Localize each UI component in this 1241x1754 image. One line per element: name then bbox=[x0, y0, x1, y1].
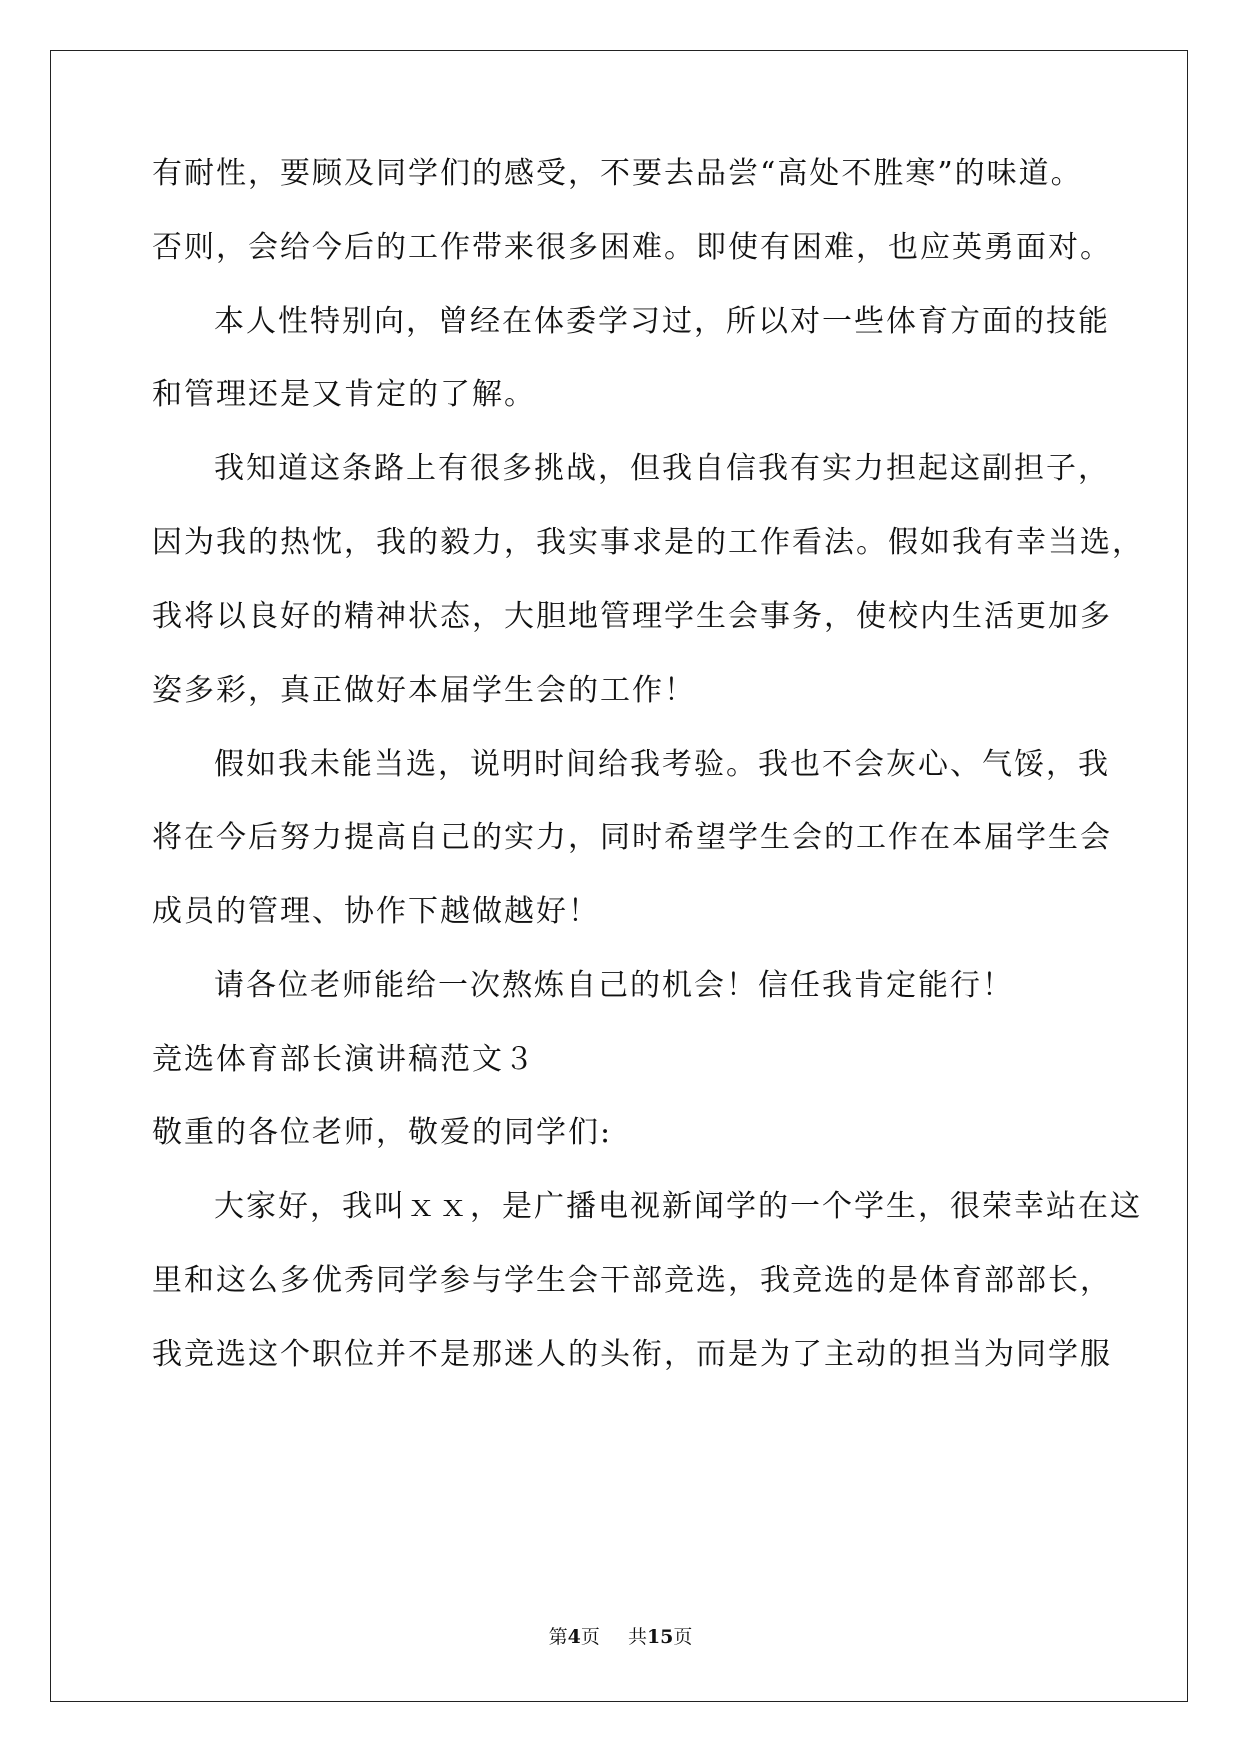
page-number-current: 4 bbox=[567, 1626, 581, 1648]
text-line: 成员的管理、协作下越做越好！ bbox=[152, 894, 600, 929]
page-number-total: 15 bbox=[646, 1626, 674, 1648]
total-prefix: 共 bbox=[627, 1626, 647, 1648]
text-line: 姿多彩，真正做好本届学生会的工作！ bbox=[152, 673, 696, 708]
text-line: 将在今后努力提高自己的实力，同时希望学生会的工作在本届学生会 bbox=[152, 820, 1112, 855]
paragraph-start-line: 大家好，我叫ｘｘ，是广播电视新闻学的一个学生，很荣幸站在这 bbox=[214, 1189, 1142, 1224]
paragraph-start-line: 假如我未能当选，说明时间给我考验。我也不会灰心、气馁，我 bbox=[214, 747, 1110, 782]
page-border bbox=[50, 50, 1188, 1702]
text-line: 因为我的热忱，我的毅力，我实事求是的工作看法。假如我有幸当选， bbox=[152, 525, 1144, 560]
paragraph-start-line: 请各位老师能给一次熬炼自己的机会！信任我肯定能行！ bbox=[214, 968, 1014, 1003]
text-line: 有耐性，要顾及同学们的感受，不要去品尝“高处不胜寒”的味道。 bbox=[152, 156, 1083, 191]
paragraph-start-line: 我知道这条路上有很多挑战，但我自信我有实力担起这副担子， bbox=[214, 451, 1110, 486]
page-footer bbox=[0, 1625, 1241, 1649]
text-line: 我竞选这个职位并不是那迷人的头衔，而是为了主动的担当为同学服 bbox=[152, 1337, 1112, 1372]
paragraph-start-line: 本人性特别向，曾经在体委学习过，所以对一些体育方面的技能 bbox=[214, 304, 1110, 339]
salutation-line: 敬重的各位老师，敬爱的同学们: bbox=[152, 1115, 613, 1150]
page-prefix: 第 bbox=[548, 1626, 568, 1648]
text-line: 否则，会给今后的工作带来很多困难。即使有困难，也应英勇面对。 bbox=[152, 230, 1112, 265]
total-suffix: 页 bbox=[673, 1626, 693, 1648]
section-title: 竞选体育部长演讲稿范文３ bbox=[152, 1042, 536, 1077]
text-line: 里和这么多优秀同学参与学生会干部竞选，我竞选的是体育部部长， bbox=[152, 1263, 1112, 1298]
text-line: 和管理还是又肯定的了解。 bbox=[152, 377, 536, 412]
text-line: 我将以良好的精神状态，大胆地管理学生会事务，使校内生活更加多 bbox=[152, 599, 1112, 634]
page-suffix: 页 bbox=[580, 1626, 600, 1648]
